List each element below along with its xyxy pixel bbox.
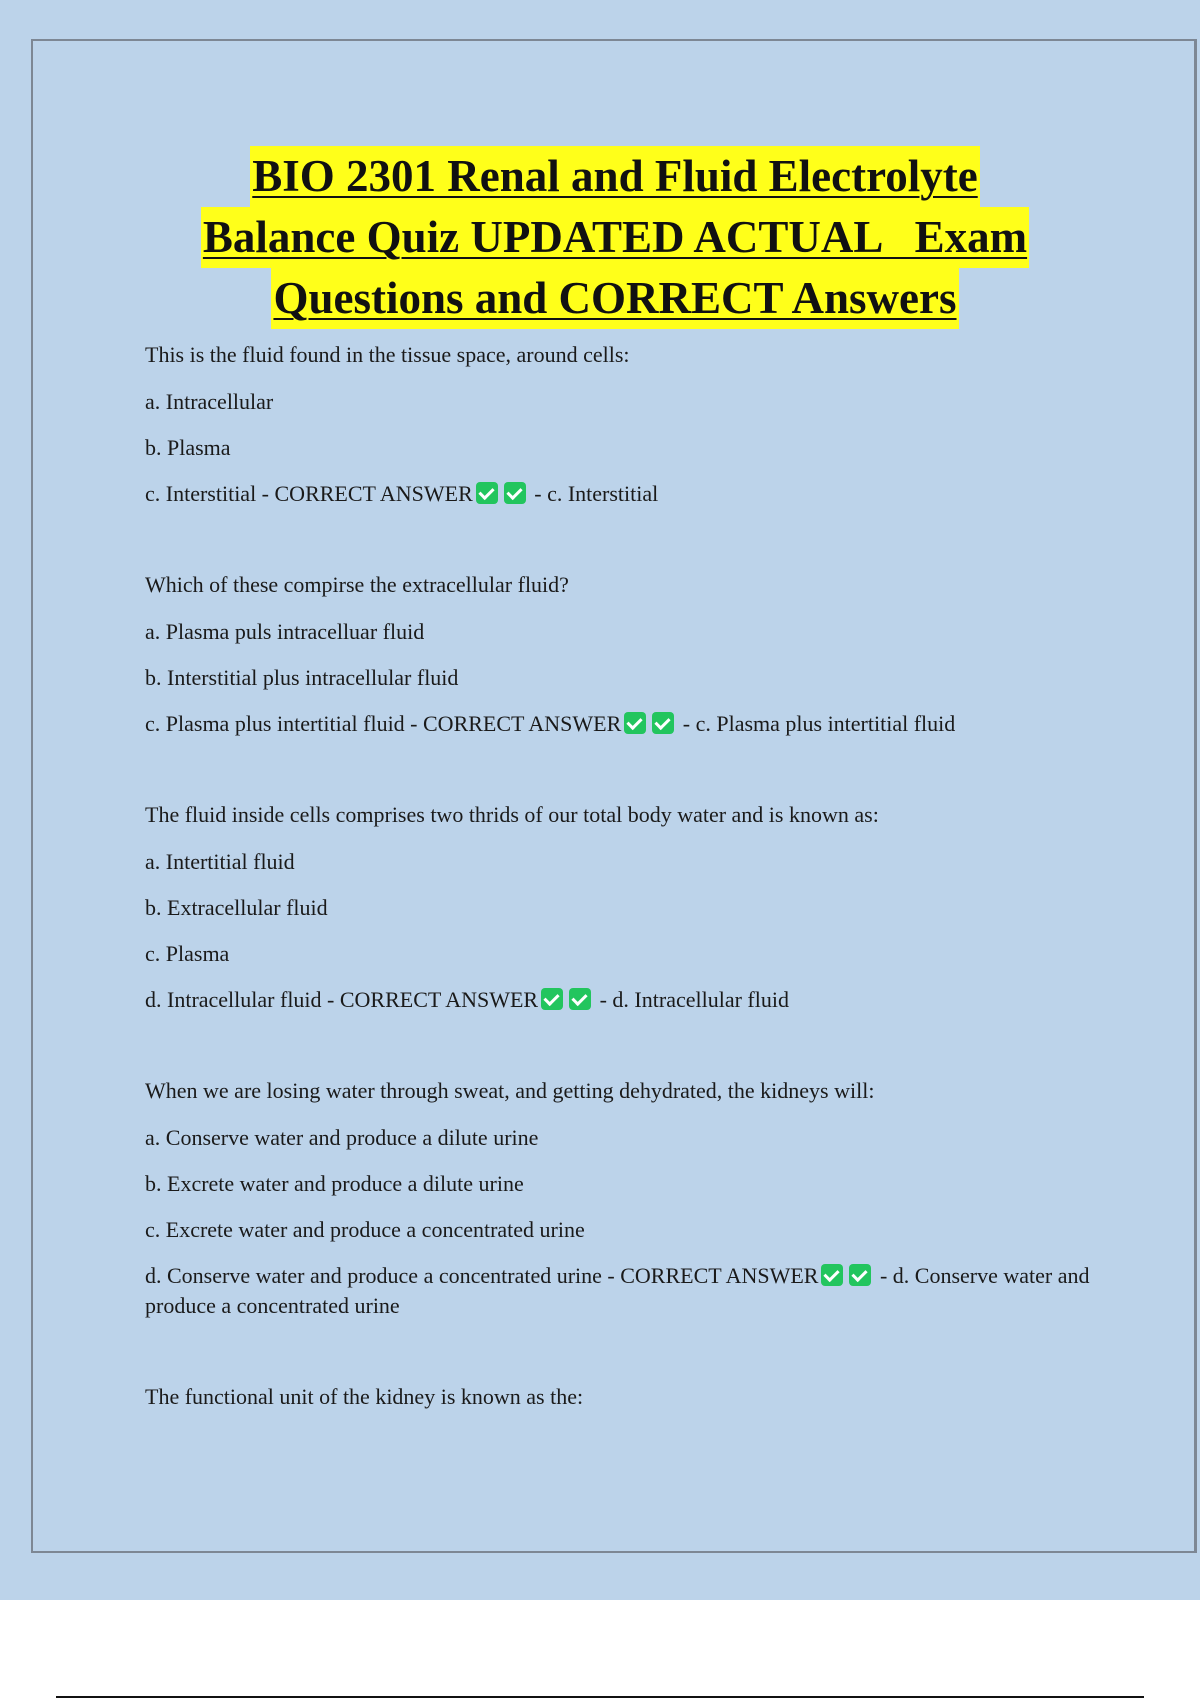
correct-answer-value: - d. Conserve water and produce a concentrated urine xyxy=(145,1263,1090,1318)
title-line: BIO 2301 Renal and Fluid Electrolyte xyxy=(250,146,979,207)
correct-answer-label: c. Interstitial - CORRECT ANSWER xyxy=(145,481,473,506)
answer-option: b. Plasma xyxy=(145,435,231,460)
quiz-content xyxy=(145,340,1095,1429)
question-block xyxy=(145,340,1095,509)
title-line: Questions and CORRECT Answers xyxy=(271,268,958,329)
answer-option: b. Extracellular fluid xyxy=(145,895,328,920)
question-block xyxy=(145,1382,1095,1412)
answer-option: a. Intertitial fluid xyxy=(145,849,295,874)
check-mark-icon xyxy=(504,482,526,504)
correct-answer-label: d. Intracellular fluid - CORRECT ANSWER xyxy=(145,987,539,1012)
correct-answer-value: - c. Plasma plus intertitial fluid xyxy=(677,711,956,736)
correct-answer-label: d. Conserve water and produce a concentrated urine - CORRECT ANSWER xyxy=(145,1263,819,1288)
answer-option: b. Excrete water and produce a dilute urine xyxy=(145,1171,524,1196)
answer-option: c. Excrete water and produce a concentrated urine xyxy=(145,1217,585,1242)
correct-answer xyxy=(145,709,1095,739)
question-prompt: The functional unit of the kidney is known as the: xyxy=(145,1384,584,1409)
question-block xyxy=(145,800,1095,1015)
check-mark-icon xyxy=(624,712,646,734)
correct-answer-value: - d. Intracellular fluid xyxy=(594,987,789,1012)
correct-answer xyxy=(145,985,1095,1015)
question-prompt: This is the fluid found in the tissue space, around cells: xyxy=(145,342,630,367)
correct-answer xyxy=(145,1261,1095,1321)
spacer xyxy=(145,1015,1095,1076)
check-mark-icon xyxy=(821,1264,843,1286)
answer-option: a. Conserve water and produce a dilute urine xyxy=(145,1125,539,1150)
document-title xyxy=(100,146,1130,329)
spacer xyxy=(145,739,1095,800)
question-block xyxy=(145,1076,1095,1321)
answer-option: b. Interstitial plus intracellular fluid xyxy=(145,665,459,690)
question-prompt: When we are losing water through sweat, and getting dehydrated, the kidneys will: xyxy=(145,1078,875,1103)
check-mark-icon xyxy=(849,1264,871,1286)
bottom-divider xyxy=(56,1696,1144,1698)
question-prompt: The fluid inside cells comprises two thrids of our total body water and is known as: xyxy=(145,802,879,827)
correct-answer-value: - c. Interstitial xyxy=(528,481,659,506)
spacer xyxy=(145,509,1095,570)
title-line: Balance Quiz UPDATED ACTUAL Exam xyxy=(201,207,1029,268)
spacer xyxy=(145,1321,1095,1382)
answer-option: a. Plasma puls intracelluar fluid xyxy=(145,619,425,644)
check-mark-icon xyxy=(652,712,674,734)
check-mark-icon xyxy=(541,988,563,1010)
answer-option: c. Plasma xyxy=(145,941,230,966)
check-mark-icon xyxy=(569,988,591,1010)
correct-answer xyxy=(145,479,1095,509)
correct-answer-label: c. Plasma plus intertitial fluid - CORRECT ANSWER xyxy=(145,711,622,736)
question-prompt: Which of these compirse the extracellular fluid? xyxy=(145,572,569,597)
question-block xyxy=(145,570,1095,739)
answer-option: a. Intracellular xyxy=(145,389,274,414)
check-mark-icon xyxy=(476,482,498,504)
